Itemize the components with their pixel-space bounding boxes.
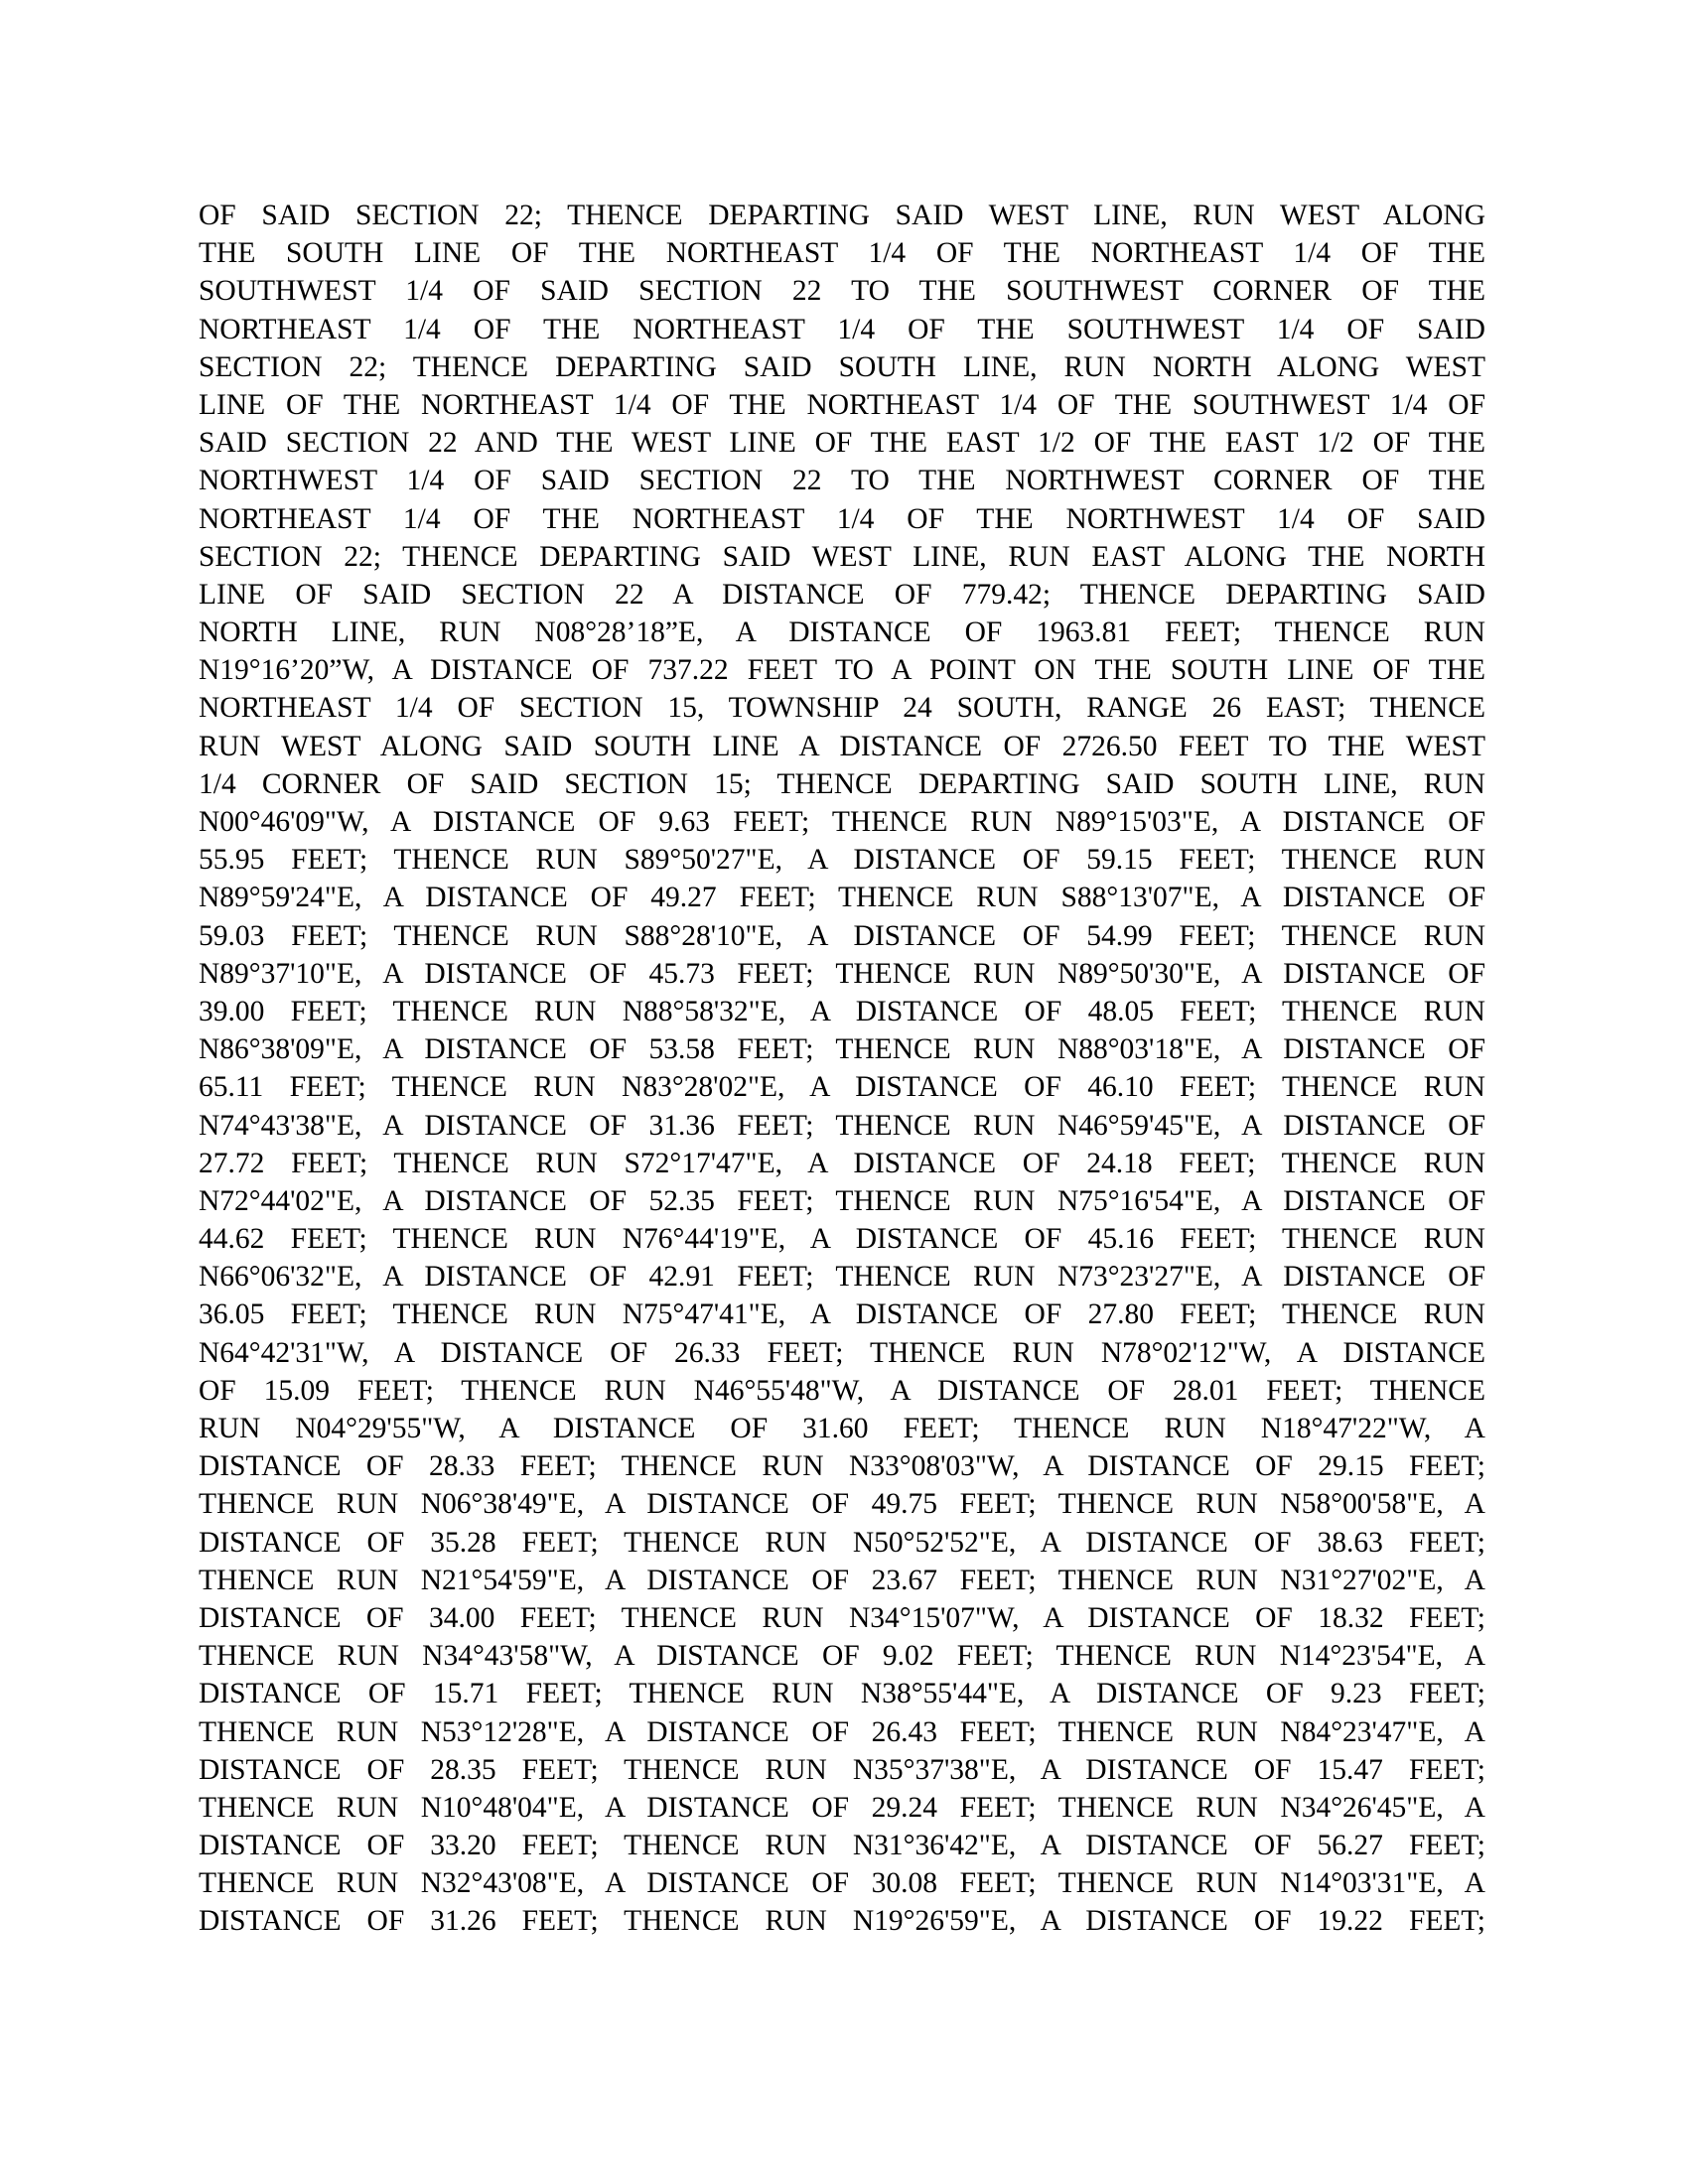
text-line: RUN WEST ALONG SAID SOUTH LINE A DISTANCE OF 2726.50 FEET TO THE WEST xyxy=(199,730,1485,762)
text-line: THENCE RUN N21°54'59"E, A DISTANCE OF 23.67 FEET; THENCE RUN N31°27'02"E, A xyxy=(199,1564,1485,1596)
text-line: SAID SECTION 22 AND THE WEST LINE OF THE EAST 1/2 OF THE EAST 1/2 OF THE xyxy=(199,427,1485,460)
text-line: 55.95 FEET; THENCE RUN S89°50'27"E, A DISTANCE OF 59.15 FEET; THENCE RUN xyxy=(199,844,1485,877)
text-line: NORTHEAST 1/4 OF THE NORTHEAST 1/4 OF THE NORTHWEST 1/4 OF SAID xyxy=(199,502,1485,535)
text-line: 65.11 FEET; THENCE RUN N83°28'02"E, A DISTANCE OF 46.10 FEET; THENCE RUN xyxy=(199,1071,1485,1104)
text-line: RUN N04°29'55"W, A DISTANCE OF 31.60 FEET; THENCE RUN N18°47'22"W, A xyxy=(199,1413,1485,1444)
text-line: THENCE RUN N06°38'49"E, A DISTANCE OF 49.75 FEET; THENCE RUN N58°00'58"E, A xyxy=(199,1488,1485,1521)
text-line: N64°42'31"W, A DISTANCE OF 26.33 FEET; THENCE RUN N78°02'12"W, A DISTANCE xyxy=(199,1336,1485,1369)
text-line: SECTION 22; THENCE DEPARTING SAID SOUTH LINE, RUN NORTH ALONG WEST xyxy=(199,350,1485,383)
text-line: OF 15.09 FEET; THENCE RUN N46°55'48"W, A DISTANCE OF 28.01 FEET; THENCE xyxy=(199,1374,1485,1407)
text-line: DISTANCE OF 33.20 FEET; THENCE RUN N31°36'42"E, A DISTANCE OF 56.27 FEET; xyxy=(199,1830,1485,1862)
text-line: OF SAID SECTION 22; THENCE DEPARTING SAID WEST LINE, RUN WEST ALONG xyxy=(199,200,1485,231)
text-line: THENCE RUN N32°43'08"E, A DISTANCE OF 30.08 FEET; THENCE RUN N14°03'31"E, A xyxy=(199,1867,1485,1900)
text-line: THE SOUTH LINE OF THE NORTHEAST 1/4 OF THE NORTHEAST 1/4 OF THE xyxy=(199,237,1485,270)
text-line: NORTHWEST 1/4 OF SAID SECTION 22 TO THE NORTHWEST CORNER OF THE xyxy=(199,465,1485,497)
text-line: THENCE RUN N53°12'28"E, A DISTANCE OF 26.43 FEET; THENCE RUN N84°23'47"E, A xyxy=(199,1715,1485,1748)
legal-description-text xyxy=(199,197,1485,1941)
text-line: SOUTHWEST 1/4 OF SAID SECTION 22 TO THE SOUTHWEST CORNER OF THE xyxy=(199,275,1485,308)
text-line: DISTANCE OF 31.26 FEET; THENCE RUN N19°26'59"E, A DISTANCE OF 19.22 FEET; xyxy=(199,1905,1485,1938)
text-line: N86°38'09"E, A DISTANCE OF 53.58 FEET; THENCE RUN N88°03'18"E, A DISTANCE OF xyxy=(199,1033,1485,1066)
text-line: DISTANCE OF 34.00 FEET; THENCE RUN N34°15'07"W, A DISTANCE OF 18.32 FEET; xyxy=(199,1601,1485,1634)
text-line: N19°16’20”W, A DISTANCE OF 737.22 FEET TO A POINT ON THE SOUTH LINE OF THE xyxy=(199,654,1485,687)
text-line: LINE OF SAID SECTION 22 A DISTANCE OF 779.42; THENCE DEPARTING SAID xyxy=(199,578,1485,611)
text-line: DISTANCE OF 28.35 FEET; THENCE RUN N35°37'38"E, A DISTANCE OF 15.47 FEET; xyxy=(199,1753,1485,1786)
text-line: 36.05 FEET; THENCE RUN N75°47'41"E, A DISTANCE OF 27.80 FEET; THENCE RUN xyxy=(199,1298,1485,1331)
text-line: 27.72 FEET; THENCE RUN S72°17'47"E, A DISTANCE OF 24.18 FEET; THENCE RUN xyxy=(199,1147,1485,1179)
text-line: DISTANCE OF 28.33 FEET; THENCE RUN N33°08'03"W, A DISTANCE OF 29.15 FEET; xyxy=(199,1450,1485,1483)
text-line: NORTH LINE, RUN N08°28’18”E, A DISTANCE OF 1963.81 FEET; THENCE RUN xyxy=(199,616,1485,649)
text-line: NORTHEAST 1/4 OF SECTION 15, TOWNSHIP 24 SOUTH, RANGE 26 EAST; THENCE xyxy=(199,692,1485,725)
text-line: N72°44'02"E, A DISTANCE OF 52.35 FEET; THENCE RUN N75°16'54"E, A DISTANCE OF xyxy=(199,1184,1485,1217)
text-line: DISTANCE OF 35.28 FEET; THENCE RUN N50°52'52"E, A DISTANCE OF 38.63 FEET; xyxy=(199,1526,1485,1559)
text-line: SECTION 22; THENCE DEPARTING SAID WEST LINE, RUN EAST ALONG THE NORTH xyxy=(199,540,1485,573)
text-line: THENCE RUN N34°43'58"W, A DISTANCE OF 9.02 FEET; THENCE RUN N14°23'54"E, A xyxy=(199,1640,1485,1673)
text-line: N00°46'09"W, A DISTANCE OF 9.63 FEET; THENCE RUN N89°15'03"E, A DISTANCE OF xyxy=(199,806,1485,838)
text-line: LINE OF THE NORTHEAST 1/4 OF THE NORTHEAST 1/4 OF THE SOUTHWEST 1/4 OF xyxy=(199,388,1485,421)
text-line: 59.03 FEET; THENCE RUN S88°28'10"E, A DISTANCE OF 54.99 FEET; THENCE RUN xyxy=(199,919,1485,952)
text-line: N89°59'24"E, A DISTANCE OF 49.27 FEET; THENCE RUN S88°13'07"E, A DISTANCE OF xyxy=(199,882,1485,914)
text-line: NORTHEAST 1/4 OF THE NORTHEAST 1/4 OF THE SOUTHWEST 1/4 OF SAID xyxy=(199,313,1485,345)
text-line: 44.62 FEET; THENCE RUN N76°44'19"E, A DISTANCE OF 45.16 FEET; THENCE RUN xyxy=(199,1223,1485,1256)
text-line: 1/4 CORNER OF SAID SECTION 15; THENCE DEPARTING SAID SOUTH LINE, RUN xyxy=(199,767,1485,800)
text-line: THENCE RUN N10°48'04"E, A DISTANCE OF 29.24 FEET; THENCE RUN N34°26'45"E, A xyxy=(199,1791,1485,1824)
text-line: 39.00 FEET; THENCE RUN N88°58'32"E, A DISTANCE OF 48.05 FEET; THENCE RUN xyxy=(199,995,1485,1027)
text-line: N89°37'10"E, A DISTANCE OF 45.73 FEET; THENCE RUN N89°50'30"E, A DISTANCE OF xyxy=(199,957,1485,990)
text-line: N74°43'38"E, A DISTANCE OF 31.36 FEET; THENCE RUN N46°59'45"E, A DISTANCE OF xyxy=(199,1109,1485,1142)
text-line: N66°06'32"E, A DISTANCE OF 42.91 FEET; THENCE RUN N73°23'27"E, A DISTANCE OF xyxy=(199,1261,1485,1294)
text-line: DISTANCE OF 15.71 FEET; THENCE RUN N38°55'44"E, A DISTANCE OF 9.23 FEET; xyxy=(199,1678,1485,1710)
